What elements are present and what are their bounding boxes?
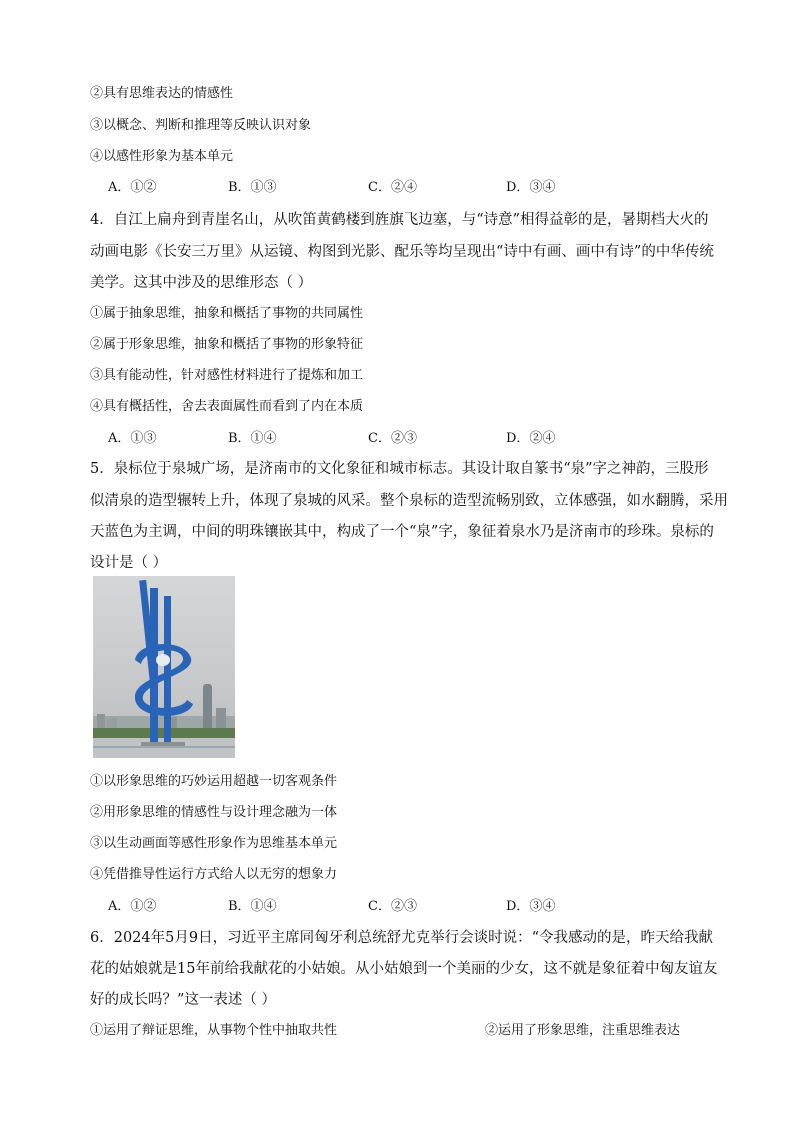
q5-option-c: C．②③ (368, 899, 417, 914)
q5-stem-line-3: 天蓝色为主调，中间的明珠镶嵌其中，构成了一个“泉”字，象征着泉水乃是济南市的珍珠。泉标的 (90, 524, 714, 540)
q3-option-c: C．②④ (368, 180, 417, 195)
q4-item-2: ②属于形象思维，抽象和概括了事物的形象特征 (90, 337, 364, 352)
q5-item-3: ③以生动画面等感性形象作为思维基本单元 (90, 836, 338, 851)
q3-option-b: B．①③ (228, 180, 277, 195)
q4-option-c: C．②③ (368, 431, 417, 446)
q5-item-4: ④凭借推导性运行方式给人以无穷的想象力 (90, 867, 338, 882)
q5-item-1: ①以形象思维的巧妙运用超越一切客观条件 (90, 774, 338, 789)
q4-option-b: B．①④ (228, 431, 277, 446)
q5-option-a: A．①② (108, 899, 157, 914)
q6-stem-line-3: 好的成长吗？”这一表述（ ） (90, 992, 277, 1008)
q4-stem-line-2: 动画电影《长安三万里》从运镜、构图到光影、配乐等均呈现出“诗中有画、画中有诗”的中华传统 (90, 244, 714, 260)
q3-option-d: D．③④ (506, 180, 556, 195)
q5-option-d: D．③④ (506, 899, 556, 914)
q3-item-4: ④以感性形象为基本单元 (90, 149, 234, 164)
q5-stem-line-1: 5．泉标位于泉城广场，是济南市的文化象征和城市标志。其设计取自篆书“泉”字之神韵，三股形 (90, 461, 709, 477)
q3-item-3: ③以概念、判断和推理等反映认识对象 (90, 118, 312, 133)
q6-item-2: ②运用了形象思维，注重思维表达 (485, 1023, 681, 1038)
quanbiao-sculpture-photo (93, 576, 235, 758)
q4-stem-line-1: 4．自江上扁舟到青崖名山，从吹笛黄鹤楼到旌旗飞边塞，与“诗意”相得益彰的是，暑期档大火的 (90, 212, 709, 228)
q6-stem-line-1: 6．2024年5月9日，习近平主席同匈牙利总统舒尤克举行会谈时说：“令我感动的是，昨天给我献 (90, 930, 713, 946)
q5-option-b: B．①④ (228, 899, 277, 914)
q4-item-3: ③具有能动性，针对感性材料进行了提炼和加工 (90, 368, 364, 383)
q5-stem-line-2: 似清泉的造型辗转上升，体现了泉城的风采。整个泉标的造型流畅别致，立体感强，如水翻腾，采用 (90, 493, 728, 509)
q4-option-d: D．②④ (506, 431, 556, 446)
q5-item-2: ②用形象思维的情感性与设计理念融为一体 (90, 805, 338, 820)
q4-item-1: ①属于抽象思维，抽象和概括了事物的共同属性 (90, 306, 364, 321)
q6-stem-line-2: 花的姑娘就是15年前给我献花的小姑娘。从小姑娘到一个美丽的少女，这不就是象征着中匈友谊友 (90, 961, 718, 977)
q6-item-1: ①运用了辩证思维，从事物个性中抽取共性 (90, 1023, 338, 1038)
q4-item-4: ④具有概括性，舍去表面属性而看到了内在本质 (90, 399, 364, 414)
q5-stem-line-4: 设计是（ ） (90, 555, 168, 571)
q3-option-a: A．①② (108, 180, 157, 195)
q3-item-2: ②具有思维表达的情感性 (90, 86, 234, 101)
q4-stem-line-3: 美学。这其中涉及的思维形态（ ） (90, 275, 313, 291)
q4-option-a: A．①③ (108, 431, 157, 446)
